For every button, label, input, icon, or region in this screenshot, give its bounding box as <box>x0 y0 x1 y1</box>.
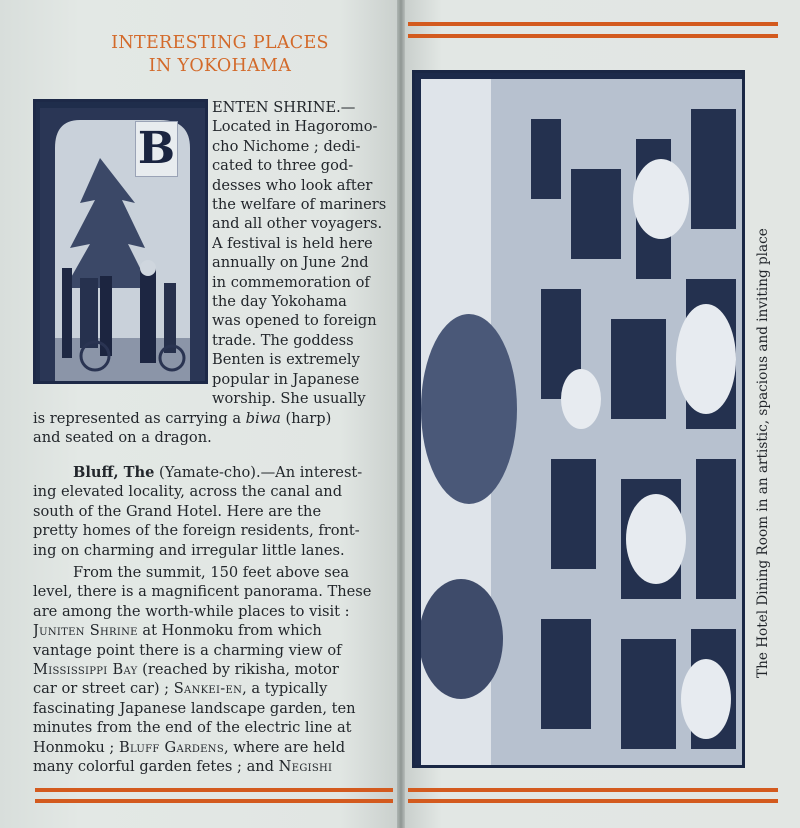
bluff-heading: Bluff, The <box>73 464 155 481</box>
text-line: vantage point there is a charming view of <box>33 641 342 659</box>
top-rule-right-1 <box>408 22 778 26</box>
hotel-dining-room-photo <box>412 70 745 768</box>
text-fragment: (harp) <box>280 410 332 427</box>
benten-shrine-photo <box>33 99 208 384</box>
text-line: Benten is extremely <box>212 351 360 369</box>
top-rule-right-2 <box>408 34 778 38</box>
benten-paragraph-end <box>33 409 399 448</box>
shrine-scene-illustration <box>40 108 207 383</box>
text-line <box>33 738 399 757</box>
biwa-italic: biwa <box>245 410 281 427</box>
text-line: level, there is a magnificent panorama. These <box>33 583 372 601</box>
sankei-en-name: Sankei-en <box>173 680 243 698</box>
text-line: A festival is held here <box>212 234 373 252</box>
bottom-rule-right-1 <box>408 788 778 792</box>
text-line: popular in Japanese <box>212 370 360 388</box>
dining-room-caption <box>753 160 773 680</box>
text-fragment: car or street car) ; <box>33 680 174 698</box>
text-line: From the summit, 150 feet above sea <box>73 564 350 581</box>
text-line: the day Yokohama <box>212 293 347 311</box>
text-fragment: (Yamate-cho).—An interest- <box>154 464 363 481</box>
text-line <box>33 621 399 640</box>
text-line: trade. The goddess <box>212 331 354 349</box>
text-line: ENTEN SHRINE.— <box>212 99 356 116</box>
text-fragment: , where are held <box>223 738 346 756</box>
bluff-gardens-name: Bluff Gardens <box>118 738 224 756</box>
text-line: Located in Hagoromo- <box>212 118 378 136</box>
text-line: ing elevated locality, across the canal and <box>33 483 343 501</box>
mississippi-bay-name: Mississippi Bay <box>33 661 138 679</box>
text-line: the welfare of mariners <box>212 196 387 214</box>
text-fragment: is represented as carrying a <box>33 410 246 427</box>
text-line: worship. She usually <box>212 390 366 408</box>
text-line: minutes from the end of the electric line at <box>33 719 352 737</box>
text-line <box>33 409 399 428</box>
drop-cap-b: B <box>135 121 178 177</box>
text-line <box>33 679 399 698</box>
text-line <box>33 757 399 776</box>
text-line: pretty homes of the foreign residents, front- <box>33 522 360 540</box>
benten-narrow-column <box>212 98 398 409</box>
text-line: south of the Grand Hotel. Here are the <box>33 502 322 520</box>
text-line: cated to three god- <box>212 157 354 175</box>
text-line: desses who look after <box>212 176 373 194</box>
bottom-rule-left-1 <box>35 788 393 792</box>
page-title-line1: INTERESTING PLACES <box>111 33 329 53</box>
dining-photo-image <box>421 79 736 759</box>
text-line: was opened to foreign <box>212 312 377 330</box>
juniten-shrine-name: Juniten Shrine <box>33 622 138 640</box>
dining-room-illustration <box>421 79 742 765</box>
text-line <box>33 660 399 679</box>
text-line: cho Nichome ; dedi- <box>212 137 361 155</box>
text-fragment: many colorful garden fetes ; and <box>33 758 279 776</box>
text-fragment: , a typically <box>242 680 328 698</box>
bottom-rule-left-2 <box>35 799 393 803</box>
page-title-line2: IN YOKOHAMA <box>148 56 292 76</box>
caption-text: The Hotel Dining Room in an artistic, spacious and inviting place <box>755 228 771 678</box>
text-line: in commemoration of <box>212 273 370 291</box>
summit-paragraph <box>33 563 399 776</box>
text-line <box>33 463 399 482</box>
bluff-paragraph <box>33 463 399 560</box>
text-line: and seated on a dragon. <box>33 429 212 447</box>
text-line: annually on June 2nd <box>212 254 369 272</box>
text-fragment: Honmoku ; <box>33 738 119 756</box>
text-line: fascinating Japanese landscape garden, ten <box>33 699 356 717</box>
negishi-name: Negishi <box>278 758 333 776</box>
text-line: and all other voyagers. <box>212 215 383 233</box>
text-line: ing on charming and irregular little lanes. <box>33 541 345 559</box>
text-line: are among the worth-while places to visit : <box>33 602 350 620</box>
text-fragment: at Honmoku from which <box>137 622 322 640</box>
bottom-rule-right-2 <box>408 799 778 803</box>
text-fragment: (reached by rikisha, motor <box>137 661 339 679</box>
